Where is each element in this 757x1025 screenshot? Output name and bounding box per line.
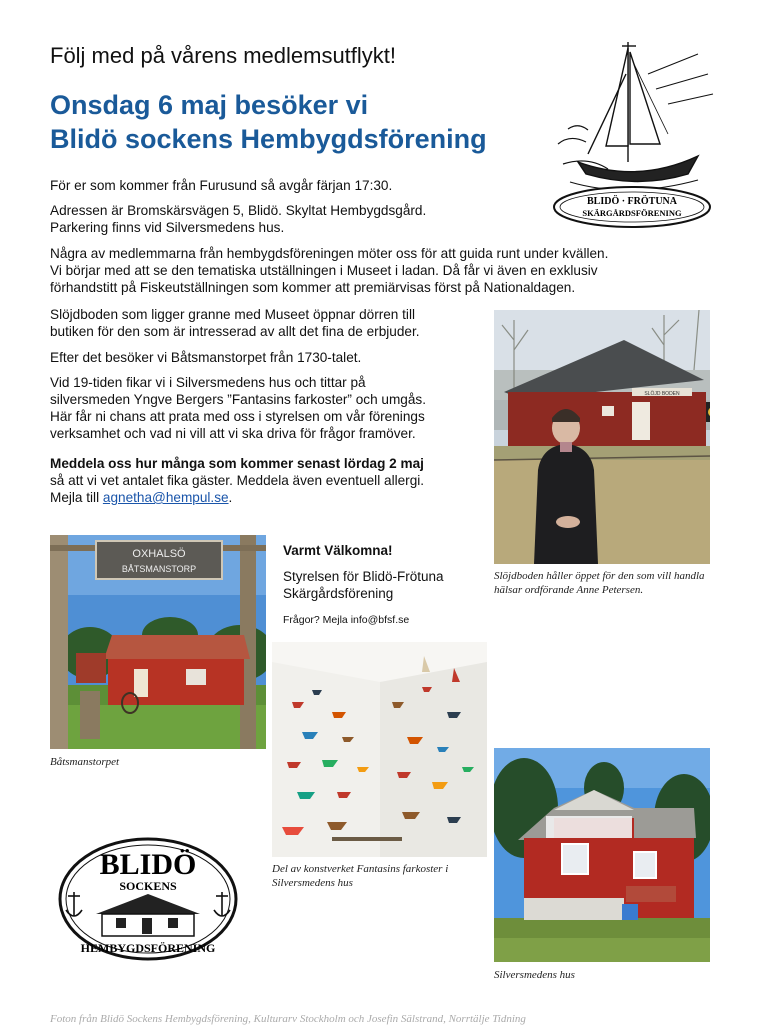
slojdboden-info <box>50 306 420 340</box>
welcome-title: Varmt Välkomna! <box>283 543 393 558</box>
contact-info: Frågor? Mejla info@bfsf.se <box>283 614 410 626</box>
rsvp-period: . <box>228 490 233 505</box>
title-line-1: Onsdag 6 maj besöker vi <box>50 90 369 120</box>
caption-batsmanstorpet: Båtsmanstorpet <box>50 756 120 768</box>
guide-info <box>50 245 608 296</box>
batsmanstorpet-info: Efter det besöker vi Båtsmanstorpet från 1730-talet. <box>50 350 362 365</box>
caption-konstverk: Del av konstverket Fantasins farkoster i Silversmedens hus <box>272 863 449 889</box>
address-line: Adressen är Bromskärsvägen 5, Blidö. Skyltat Hembygdsgård. <box>50 203 427 218</box>
ferry-info: För er som kommer från Furusund så avgår färjan 17:30. <box>50 178 393 193</box>
parking-line: Parkering finns vid Silversmedens hus. <box>50 220 285 235</box>
guide-line-2: Vi börjar med att se den tematiska utställningen i Museet i ladan. Då får vi även en exklusiv <box>50 263 598 278</box>
hembygd-logo-text-1: BLIDÖ <box>99 848 197 881</box>
hembygdsforening-logo <box>56 834 240 964</box>
title-line-2: Blidö sockens Hembygdsförening <box>50 124 487 154</box>
rsvp-info <box>50 455 424 506</box>
bfsf-logo-text-2: SKÄRGÅRDSFÖRENING <box>582 208 682 218</box>
photo-konstverk <box>272 642 487 857</box>
intro-heading: Följ med på vårens medlemsutflykt! <box>50 43 397 68</box>
fika-line-3: Här får ni chans att prata med oss i styrelsen om vår förenings <box>50 409 425 424</box>
bfsf-logo <box>548 34 716 234</box>
torp-sign-line-1: OXHALSÖ <box>132 548 186 560</box>
rsvp-deadline: Meddela oss hur många som kommer senast lördag 2 maj <box>50 456 424 471</box>
bfsf-logo-text-1: BLIDÖ · FRÖTUNA <box>586 196 678 207</box>
signature: Styrelsen för Blidö-Frötuna Skärgårdsförening <box>283 569 444 601</box>
address-info <box>50 202 426 236</box>
caption-silversmedens-hus: Silversmedens hus <box>494 969 575 981</box>
museum-sign-text: SLÖJD BODEN <box>644 391 680 397</box>
fika-line-4: verksamhet och vad ni vill att vi ska driva för frågor framöver. <box>50 426 416 441</box>
torp-sign-line-2: BÅTSMANSTORP <box>121 564 197 574</box>
guide-line-1: Några av medlemmarna från hembygdsföreningen möter oss för att guida runt under kvällen. <box>50 246 609 261</box>
slojdboden-line-1: Slöjdboden som ligger granne med Museet öppnar dörren till <box>50 307 415 322</box>
photo-slojdboden <box>494 310 710 564</box>
photo-credits: Foton från Blidö Sockens Hembygdsförening, Kulturarv Stockholm och Josefin Sälstrand, Norrtälje Tidning <box>50 1013 526 1025</box>
page-title <box>50 88 487 156</box>
slojdboden-line-2: butiken för den som är intresserad av allt det fina de erbjuder. <box>50 324 420 339</box>
rsvp-email-label: Mejla till <box>50 490 100 505</box>
fika-info <box>50 374 426 442</box>
rsvp-email-link[interactable]: agnetha@hempul.se <box>102 490 229 505</box>
photo-batsmanstorpet <box>50 535 266 749</box>
caption-slojdboden: Slöjdboden håller öppet för den som vill handla hälsar ordförande Anne Petersen. <box>494 570 705 596</box>
hembygd-logo-text-2: SOCKENS <box>119 879 177 893</box>
fika-line-2: silversmeden Yngve Bergers ”Fantasins farkoster” och umgås. <box>50 392 427 407</box>
guide-line-3: förhandstitt på Fiskeutställningen som kommer att premiärvisas först på Nationaldagen. <box>50 280 576 295</box>
photo-silversmedens-hus <box>494 748 710 962</box>
rsvp-line-2: så att vi vet antalet fika gäster. Meddela även eventuell allergi. <box>50 473 425 488</box>
hembygd-logo-text-3: HEMBYGDSFÖRENING <box>80 941 216 955</box>
fika-line-1: Vid 19-tiden fikar vi i Silversmedens hus och tittar på <box>50 375 366 390</box>
